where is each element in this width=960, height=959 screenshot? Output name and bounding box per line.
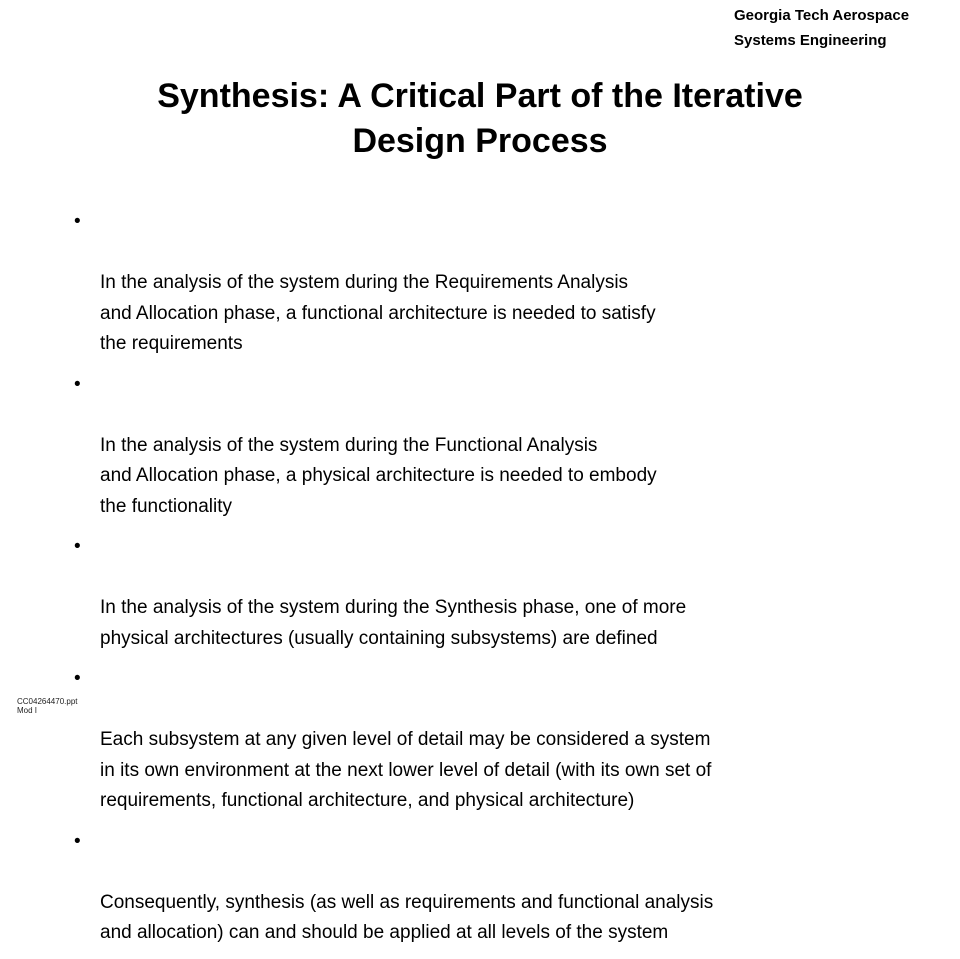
bullet-item	[74, 532, 894, 654]
organization-line-2: Systems Engineering	[734, 32, 887, 49]
bullet-text: Consequently, synthesis (as well as requirements and functional analysis and allocation) can and should be applied at all levels of the system	[100, 891, 714, 943]
bullet-item	[74, 827, 894, 949]
bullet-text: Each subsystem at any given level of detail may be considered a system in its own environment at the next lower level of detail (with its own set of requirements, functional architecture, and physical architecture)	[100, 729, 712, 811]
organization-label	[734, 3, 909, 53]
slide-footer	[17, 697, 78, 715]
organization-line-1: Georgia Tech Aerospace	[734, 7, 910, 24]
bullet-icon: •	[74, 211, 81, 232]
bullet-icon: •	[74, 536, 81, 557]
bullet-icon: •	[74, 668, 81, 689]
bullet-icon: •	[74, 373, 81, 395]
bullet-list	[74, 207, 894, 959]
footer-mod: Mod I	[17, 706, 38, 715]
bullet-item	[74, 664, 894, 817]
bullet-text: In the analysis of the system during the Synthesis phase, one of more physical architectures (usually containing subsystems) are defined	[100, 597, 687, 649]
footer-file-name: CC04264470.ppt	[17, 697, 78, 706]
bullet-item	[74, 207, 894, 360]
slide-title: Synthesis: A Critical Part of the Iterative Design Process	[157, 77, 803, 160]
bullet-item	[74, 370, 894, 523]
bullet-text: In the analysis of the system during the Functional Analysis and Allocation phase, a physical architecture is needed to embody the functionality	[100, 434, 657, 517]
bullet-text: In the analysis of the system during the Requirements Analysis and Allocation phase, a functional architecture is needed to satisfy the requirements	[100, 272, 656, 354]
bullet-icon: •	[74, 830, 81, 852]
